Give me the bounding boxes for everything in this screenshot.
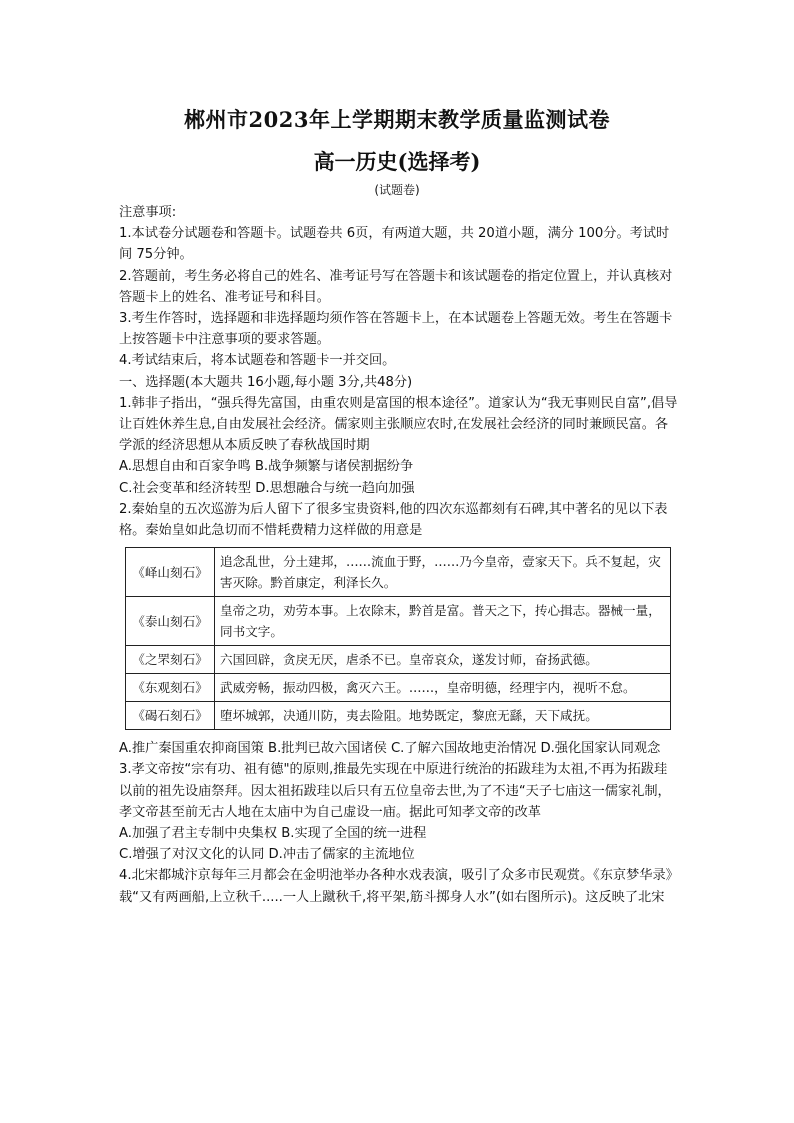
notice-item: 4.考试结束后，将本试题卷和答题卡一并交回。	[119, 353, 396, 369]
table-cell-text: 六国回辟，贪戾无厌，虐杀不已。皇帝哀众，遂发讨师，奋扬武德。	[215, 646, 671, 674]
table-cell-text: 追念乱世，分土建邦，……流血于野，……乃今皇帝，壹家天下。兵不复起，灾害灭除。黔首康定，利泽长久。	[215, 548, 671, 597]
question-3-stem: 3.孝文帝按“宗有功、祖有德"的原则,推最先实现在中原进行统治的拓跋珪为太祖,不再为拓跋珪以前的祖先设庙祭拜。因太祖拓跋珪以后只有五位皇帝去世,为了不违“天子七庙这一儒家礼制，孝文帝甚至前无古人地在太庙中为自己虚设一庙。据此可知孝文帝的改革	[119, 762, 671, 820]
table-cell-name: 《之罘刻石》	[126, 646, 215, 674]
table-row	[126, 548, 671, 597]
question-2-options: A.推广秦国重农抑商国策 B.批判已故六国诸侯 C.了解六国故地吏治情况 D.强化国家认同观念	[119, 741, 661, 757]
stone-inscriptions-table	[125, 547, 671, 730]
table-cell-name: 《碣石刻石》	[126, 702, 215, 730]
table-row	[126, 646, 671, 674]
question-2-stem: 2.秦始皇的五次巡游为后人留下了很多宝贵资料,他的四次东巡都刻有石碑,其中著名的见以下表格。秦始皇如此急切而不惜耗费精力这样做的用意是	[119, 501, 668, 539]
table-cell-text: 武威旁畅，振动四极，禽灭六王。……，皇帝明德，经理宇内，视听不怠。	[215, 674, 671, 702]
exam-title: 郴州市2023年上学期期末教学质量监测试卷	[184, 107, 610, 132]
notice-item: 2.答题前，考生务必将自己的姓名、准考证号写在答题卡和该试题卷的指定位置上，并认真核对答题卡上的姓名、准考证号和科目。	[119, 268, 673, 305]
exam-note: (试题卷)	[374, 183, 420, 197]
table-row	[126, 702, 671, 730]
table-cell-name: 《东观刻石》	[126, 674, 215, 702]
question-1-stem: 1.韩非子指出，“强兵得先富国，由重农则是富国的根本途径”。道家认为“我无事则民自富”,倡导让百姓休养生息,自由发展社会经济。儒家则主张顺应农时,在发展社会经济的同时兼顾民富。各学派的经济思想从本质反映了春秋战国时期	[119, 395, 678, 454]
table-cell-text: 皇帝之功，劝劳本事。上农除末，黔首是富。普天之下，抟心揖志。器械一量，同书文字。	[215, 597, 671, 646]
exam-subtitle: 高一历史(选择考)	[313, 149, 481, 174]
question-3-options-cd: C.增强了对汉文化的认同 D.冲击了儒家的主流地位	[119, 847, 415, 863]
table-cell-name: 《峄山刻石》	[126, 548, 215, 597]
exam-body	[119, 202, 679, 908]
notice-item: 3.考生作答时，选择题和非选择题均须作答在答题卡上，在本试题卷上答题无效。考生在答题卡上按答题卡中注意事项的要求答题。	[119, 311, 673, 348]
notice-item: 1.本试卷分试题卷和答题卡。试题卷共 6页，有两道大题，共 20道小题，满分 100分。考试时间 75分钟。	[119, 226, 670, 263]
table-cell-name: 《泰山刻石》	[126, 597, 215, 646]
table-row	[126, 674, 671, 702]
question-1-options-ab: A.思想自由和百家争鸣 B.战争频繁与诸侯割据纷争	[119, 459, 414, 475]
notice-heading: 注意事项:	[119, 205, 177, 220]
question-3-options-ab: A.加强了君主专制中央集权 B.实现了全国的统一进程	[119, 826, 427, 842]
table-cell-text: 堕坏城郭，决通川防，夷去险阻。地势既定，黎庶无繇，天下咸抚。	[215, 702, 671, 730]
question-4-stem: 4.北宋都城汴京每年三月都会在金明池举办各种水戏表演，吸引了众多市民观赏。《东京梦华录》载“又有两画船,上立秋千.....一人上蹴秋千,将平架,筋斗掷身人水”(如右图所示)。这反映了北宋	[119, 868, 679, 905]
table-row	[126, 597, 671, 646]
question-1-options-cd: C.社会变革和经济转型 D.思想融合与统一趋向加强	[119, 480, 415, 496]
section-title: 一、选择题(本大题共 16小题,每小题 3分,共48分)	[119, 374, 413, 390]
